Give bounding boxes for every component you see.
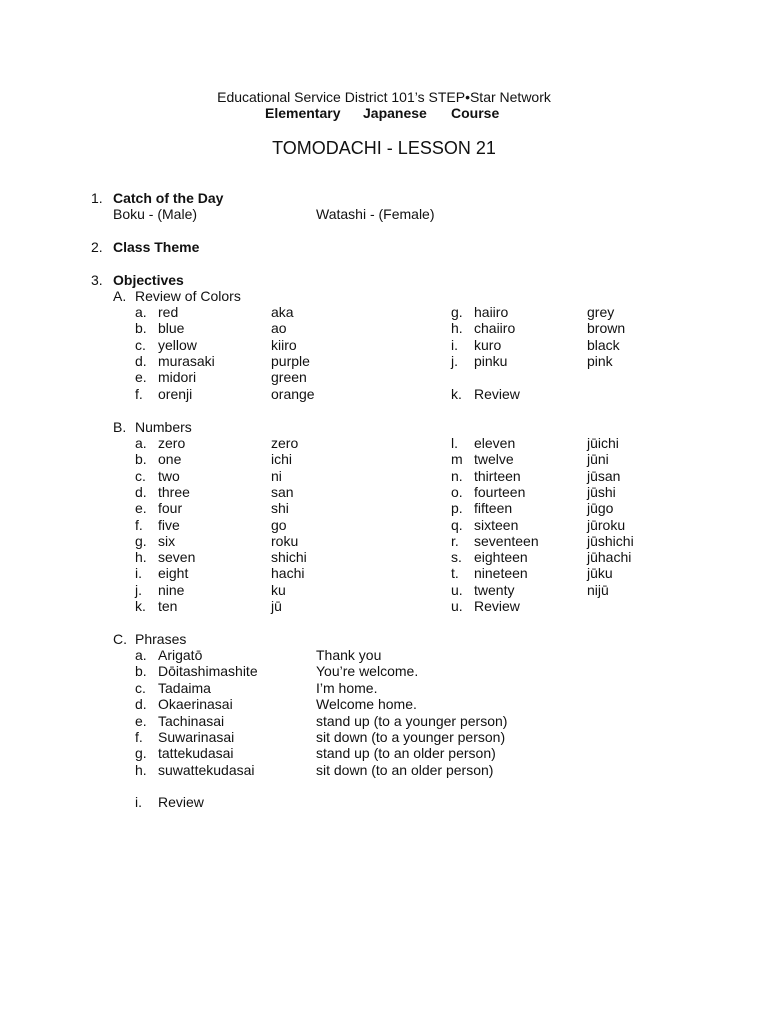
- item-term: one: [158, 451, 182, 468]
- item-translation: jūku: [587, 565, 613, 582]
- item-term: seventeen: [474, 532, 539, 549]
- item-term: nine: [158, 581, 185, 598]
- item-letter: d.: [135, 483, 147, 500]
- item-letter: b.: [135, 320, 147, 337]
- item-letter: k.: [451, 385, 462, 402]
- item-translation: ichi: [271, 451, 293, 468]
- item-letter: u.: [451, 598, 463, 614]
- item-translation: roku: [271, 532, 299, 549]
- phrase-letter: c.: [135, 679, 146, 696]
- numbers-title: Numbers: [135, 419, 192, 435]
- item-letter: u.: [451, 581, 463, 598]
- phrase-english: I’m home.: [316, 679, 378, 696]
- item-term: pinku: [474, 352, 508, 369]
- item-term: thirteen: [474, 467, 521, 484]
- item-translation: kiiro: [271, 336, 297, 353]
- item-letter: h.: [451, 320, 463, 337]
- item-term: kuro: [474, 336, 502, 353]
- item-translation: purple: [271, 352, 310, 369]
- item-translation: pink: [587, 352, 613, 369]
- subsection-letter-a: A.: [113, 288, 127, 304]
- phrase-japanese: Suwarinasai: [158, 729, 235, 745]
- item-letter: k.: [135, 598, 146, 614]
- item-letter: d.: [135, 352, 147, 369]
- item-letter: i.: [451, 336, 458, 353]
- item-letter: n.: [451, 467, 463, 484]
- item-translation: ku: [271, 581, 286, 598]
- phrase-letter: g.: [135, 745, 147, 762]
- item-translation: jūroku: [587, 516, 626, 533]
- item-term: zero: [158, 435, 186, 451]
- item-translation: black: [587, 336, 620, 353]
- item-term: midori: [158, 369, 197, 386]
- phrase-japanese: Dōitashimashite: [158, 663, 258, 680]
- phrase-letter: e.: [135, 712, 147, 729]
- item-letter: j.: [451, 352, 458, 369]
- item-translation: jū: [271, 598, 282, 614]
- phrase-japanese: suwattekudasai: [158, 761, 255, 778]
- item-letter: l.: [451, 435, 458, 451]
- subsection-letter-b: B.: [113, 419, 127, 435]
- district-network-line: Educational Service District 101’s STEP•Star Network: [217, 89, 551, 105]
- item-translation: zero: [271, 435, 299, 451]
- item-term: yellow: [158, 336, 197, 353]
- item-letter: m: [451, 451, 463, 468]
- item-term: seven: [158, 549, 196, 566]
- review-of-colors-title: Review of Colors: [135, 288, 241, 304]
- item-term: nineteen: [474, 565, 528, 582]
- item-translation: jūshichi: [587, 532, 634, 549]
- phrases-review-label: Review: [158, 794, 204, 810]
- item-term: two: [158, 467, 180, 484]
- course-word-course: Course: [451, 105, 500, 121]
- catch-of-the-day-heading: Catch of the Day: [113, 190, 224, 206]
- item-term: fourteen: [474, 483, 526, 500]
- item-term: five: [158, 516, 180, 533]
- item-term: eight: [158, 565, 189, 582]
- item-term: murasaki: [158, 352, 215, 369]
- phrase-letter: h.: [135, 761, 147, 778]
- phrases-review-letter: i.: [135, 794, 142, 810]
- item-term: Review: [474, 385, 520, 402]
- item-translation: jūsan: [587, 467, 621, 484]
- course-word-japanese: Japanese: [363, 105, 427, 121]
- item-term: twenty: [474, 581, 515, 598]
- item-letter: h.: [135, 549, 147, 566]
- item-translation: orange: [271, 385, 315, 402]
- item-translation: nijū: [587, 581, 609, 598]
- item-translation: hachi: [271, 565, 305, 582]
- item-letter: p.: [451, 500, 463, 517]
- item-translation: jūichi: [587, 435, 619, 451]
- phrase-japanese: Tachinasai: [158, 712, 225, 729]
- item-term: orenji: [158, 385, 193, 402]
- course-word-elementary: Elementary: [265, 105, 341, 121]
- item-translation: jūni: [587, 451, 609, 468]
- item-term: sixteen: [474, 516, 519, 533]
- phrase-letter: d.: [135, 696, 147, 713]
- item-term: chaiiro: [474, 320, 516, 337]
- phrases-title: Phrases: [135, 631, 187, 647]
- phrase-japanese: Tadaima: [158, 679, 211, 696]
- lesson-title: TOMODACHI - LESSON 21: [272, 138, 496, 158]
- item-letter: q.: [451, 516, 463, 533]
- item-translation: jūhachi: [587, 549, 632, 566]
- phrase-english: sit down (to an older person): [316, 761, 494, 778]
- item-translation: shichi: [271, 549, 307, 566]
- item-term: eleven: [474, 435, 516, 451]
- item-term: six: [158, 532, 176, 549]
- item-letter: c.: [135, 336, 146, 353]
- item-letter: g.: [451, 304, 463, 320]
- phrase-english: Thank you: [316, 647, 382, 663]
- section-number-3: 3.: [91, 272, 103, 288]
- class-theme-heading: Class Theme: [113, 239, 200, 255]
- item-term: red: [158, 304, 179, 320]
- item-letter: t.: [451, 565, 459, 582]
- subsection-letter-c: C.: [113, 631, 127, 647]
- item-letter: c.: [135, 467, 146, 484]
- item-letter: r.: [451, 532, 459, 549]
- phrase-english: Welcome home.: [316, 696, 417, 713]
- item-letter: g.: [135, 532, 147, 549]
- watashi-female: Watashi - (Female): [316, 206, 435, 222]
- item-translation: shi: [271, 500, 289, 517]
- item-letter: b.: [135, 451, 147, 468]
- item-letter: i.: [135, 565, 142, 582]
- item-translation: brown: [587, 320, 626, 337]
- section-number-1: 1.: [91, 190, 103, 206]
- phrase-english: stand up (to an older person): [316, 745, 496, 762]
- phrase-english: You’re welcome.: [316, 663, 419, 680]
- phrase-letter: f.: [135, 729, 143, 745]
- phrase-japanese: Okaerinasai: [158, 696, 233, 713]
- item-term: three: [158, 483, 190, 500]
- section-number-2: 2.: [91, 239, 103, 255]
- item-translation: green: [271, 369, 307, 386]
- item-term: Review: [474, 598, 520, 614]
- item-translation: jūgo: [587, 500, 614, 517]
- item-letter: e.: [135, 369, 147, 386]
- item-term: haiiro: [474, 304, 509, 320]
- item-letter: o.: [451, 483, 463, 500]
- item-letter: s.: [451, 549, 462, 566]
- item-letter: e.: [135, 500, 147, 517]
- item-translation: ao: [271, 320, 287, 337]
- item-translation: aka: [271, 304, 294, 320]
- item-letter: f.: [135, 516, 143, 533]
- phrase-letter: b.: [135, 663, 147, 680]
- item-translation: ni: [271, 467, 282, 484]
- item-term: four: [158, 500, 183, 517]
- boku-male: Boku - (Male): [113, 206, 198, 222]
- item-translation: grey: [587, 304, 615, 320]
- objectives-heading: Objectives: [113, 272, 184, 288]
- item-letter: j.: [135, 581, 142, 598]
- item-letter: f.: [135, 385, 143, 402]
- phrase-english: sit down (to a younger person): [316, 729, 506, 745]
- item-letter: a.: [135, 435, 147, 451]
- phrase-english: stand up (to a younger person): [316, 712, 508, 729]
- item-translation: go: [271, 516, 287, 533]
- phrase-japanese: tattekudasai: [158, 745, 234, 762]
- item-term: blue: [158, 320, 185, 337]
- item-translation: san: [271, 483, 294, 500]
- item-term: fifteen: [474, 500, 513, 517]
- item-term: ten: [158, 598, 178, 614]
- item-term: twelve: [474, 451, 514, 468]
- item-translation: jūshi: [587, 483, 616, 500]
- item-term: eighteen: [474, 549, 528, 566]
- phrase-japanese: Arigatō: [158, 647, 203, 663]
- phrase-letter: a.: [135, 647, 147, 663]
- item-letter: a.: [135, 304, 147, 320]
